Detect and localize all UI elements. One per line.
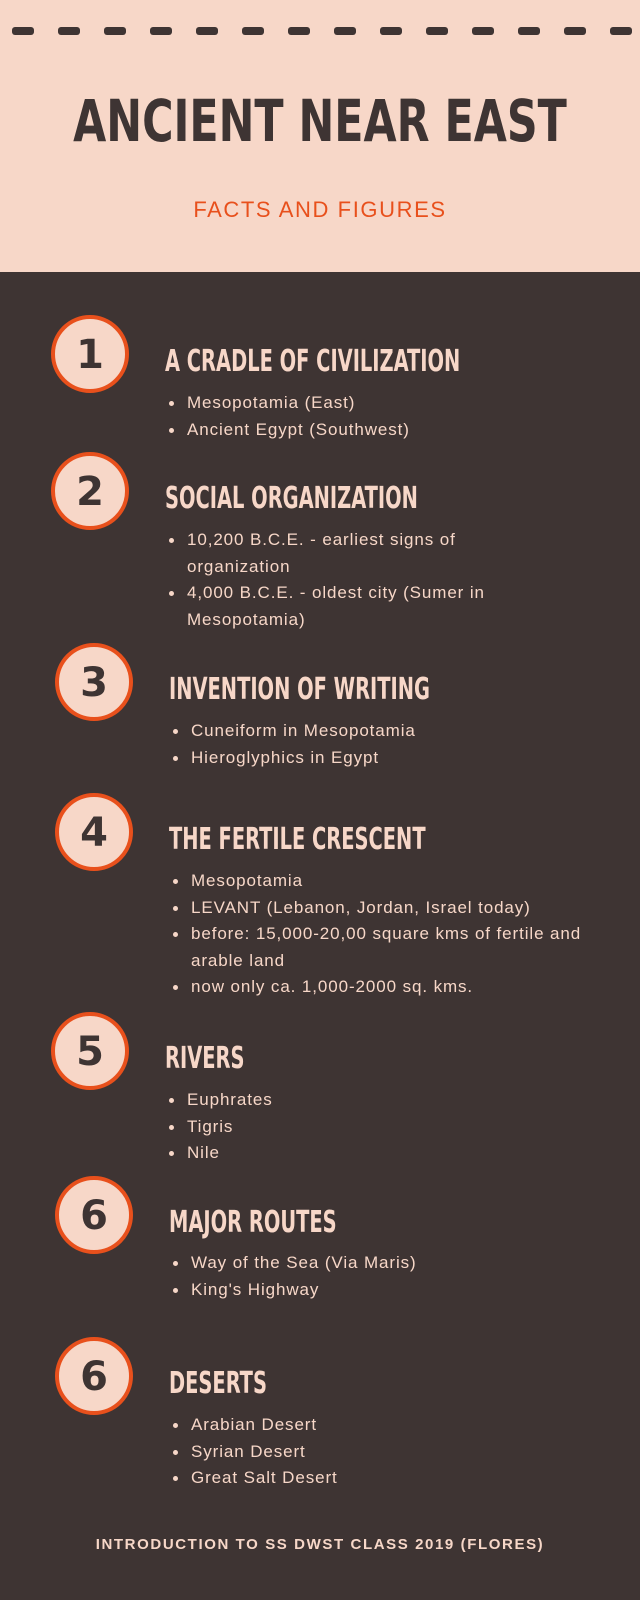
list-item: Mesopotamia [169,868,589,895]
list-item: 10,200 B.C.E. - earliest signs of organization [165,527,495,580]
section-title: MAJOR ROUTES [169,1205,337,1240]
dash [426,27,448,35]
number-badge [55,793,133,871]
list-item: Syrian Desert [169,1439,589,1466]
dash [564,27,586,35]
dash [288,27,310,35]
bullet-list [165,1087,585,1167]
badge-number: 3 [80,660,108,706]
list-item: 4,000 B.C.E. - oldest city (Sumer in Mesopotamia) [165,580,495,633]
header-banner [0,0,640,272]
list-item: now only ca. 1,000-2000 sq. kms. [169,974,589,1001]
section-title: RIVERS [165,1041,245,1076]
section-title: THE FERTILE CRESCENT [169,822,426,857]
bullet-list [165,527,495,633]
dash [610,27,632,35]
dash [242,27,264,35]
number-badge [51,315,129,393]
dash [334,27,356,35]
list-item: Mesopotamia (East) [165,390,585,417]
bullet-list [169,1412,589,1492]
list-item: before: 15,000-20,00 square kms of fertile and arable land [169,921,589,974]
number-badge [51,1012,129,1090]
list-item: LEVANT (Lebanon, Jordan, Israel today) [169,895,589,922]
number-badge [51,452,129,530]
list-item: Euphrates [165,1087,585,1114]
section-title: INVENTION OF WRITING [169,672,430,707]
list-item: Great Salt Desert [169,1465,589,1492]
section-title: DESERTS [169,1366,267,1401]
dash [380,27,402,35]
badge-number: 5 [76,1029,104,1075]
badge-number: 6 [80,1354,108,1400]
list-item: Cuneiform in Mesopotamia [169,718,589,745]
section-title: A CRADLE OF CIVILIZATION [165,344,461,379]
dash [150,27,172,35]
number-badge [55,1337,133,1415]
list-item: Arabian Desert [169,1412,589,1439]
footer-credit: INTRODUCTION TO SS DWST CLASS 2019 (FLORES) [95,1536,545,1553]
badge-number: 6 [80,1193,108,1239]
section-title: SOCIAL ORGANIZATION [165,481,418,516]
bullet-list [169,1250,589,1303]
dash [58,27,80,35]
list-item: Nile [165,1140,585,1167]
list-item: Ancient Egypt (Southwest) [165,417,585,444]
list-item: Hieroglyphics in Egypt [169,745,589,772]
badge-number: 1 [76,332,104,378]
list-item: Way of the Sea (Via Maris) [169,1250,589,1277]
badge-number: 4 [80,810,108,856]
dashed-border [0,27,640,35]
dash [104,27,126,35]
bullet-list [169,718,589,771]
dash [196,27,218,35]
bullet-list [165,390,585,443]
page-title: ANCIENT NEAR EAST [73,87,567,155]
list-item: King's Highway [169,1277,589,1304]
list-item: Tigris [165,1114,585,1141]
number-badge [55,1176,133,1254]
bullet-list [169,868,589,1001]
dash [518,27,540,35]
badge-number: 2 [76,469,104,515]
dash [472,27,494,35]
number-badge [55,643,133,721]
page-subtitle: FACTS AND FIGURES [193,197,447,222]
dash [12,27,34,35]
